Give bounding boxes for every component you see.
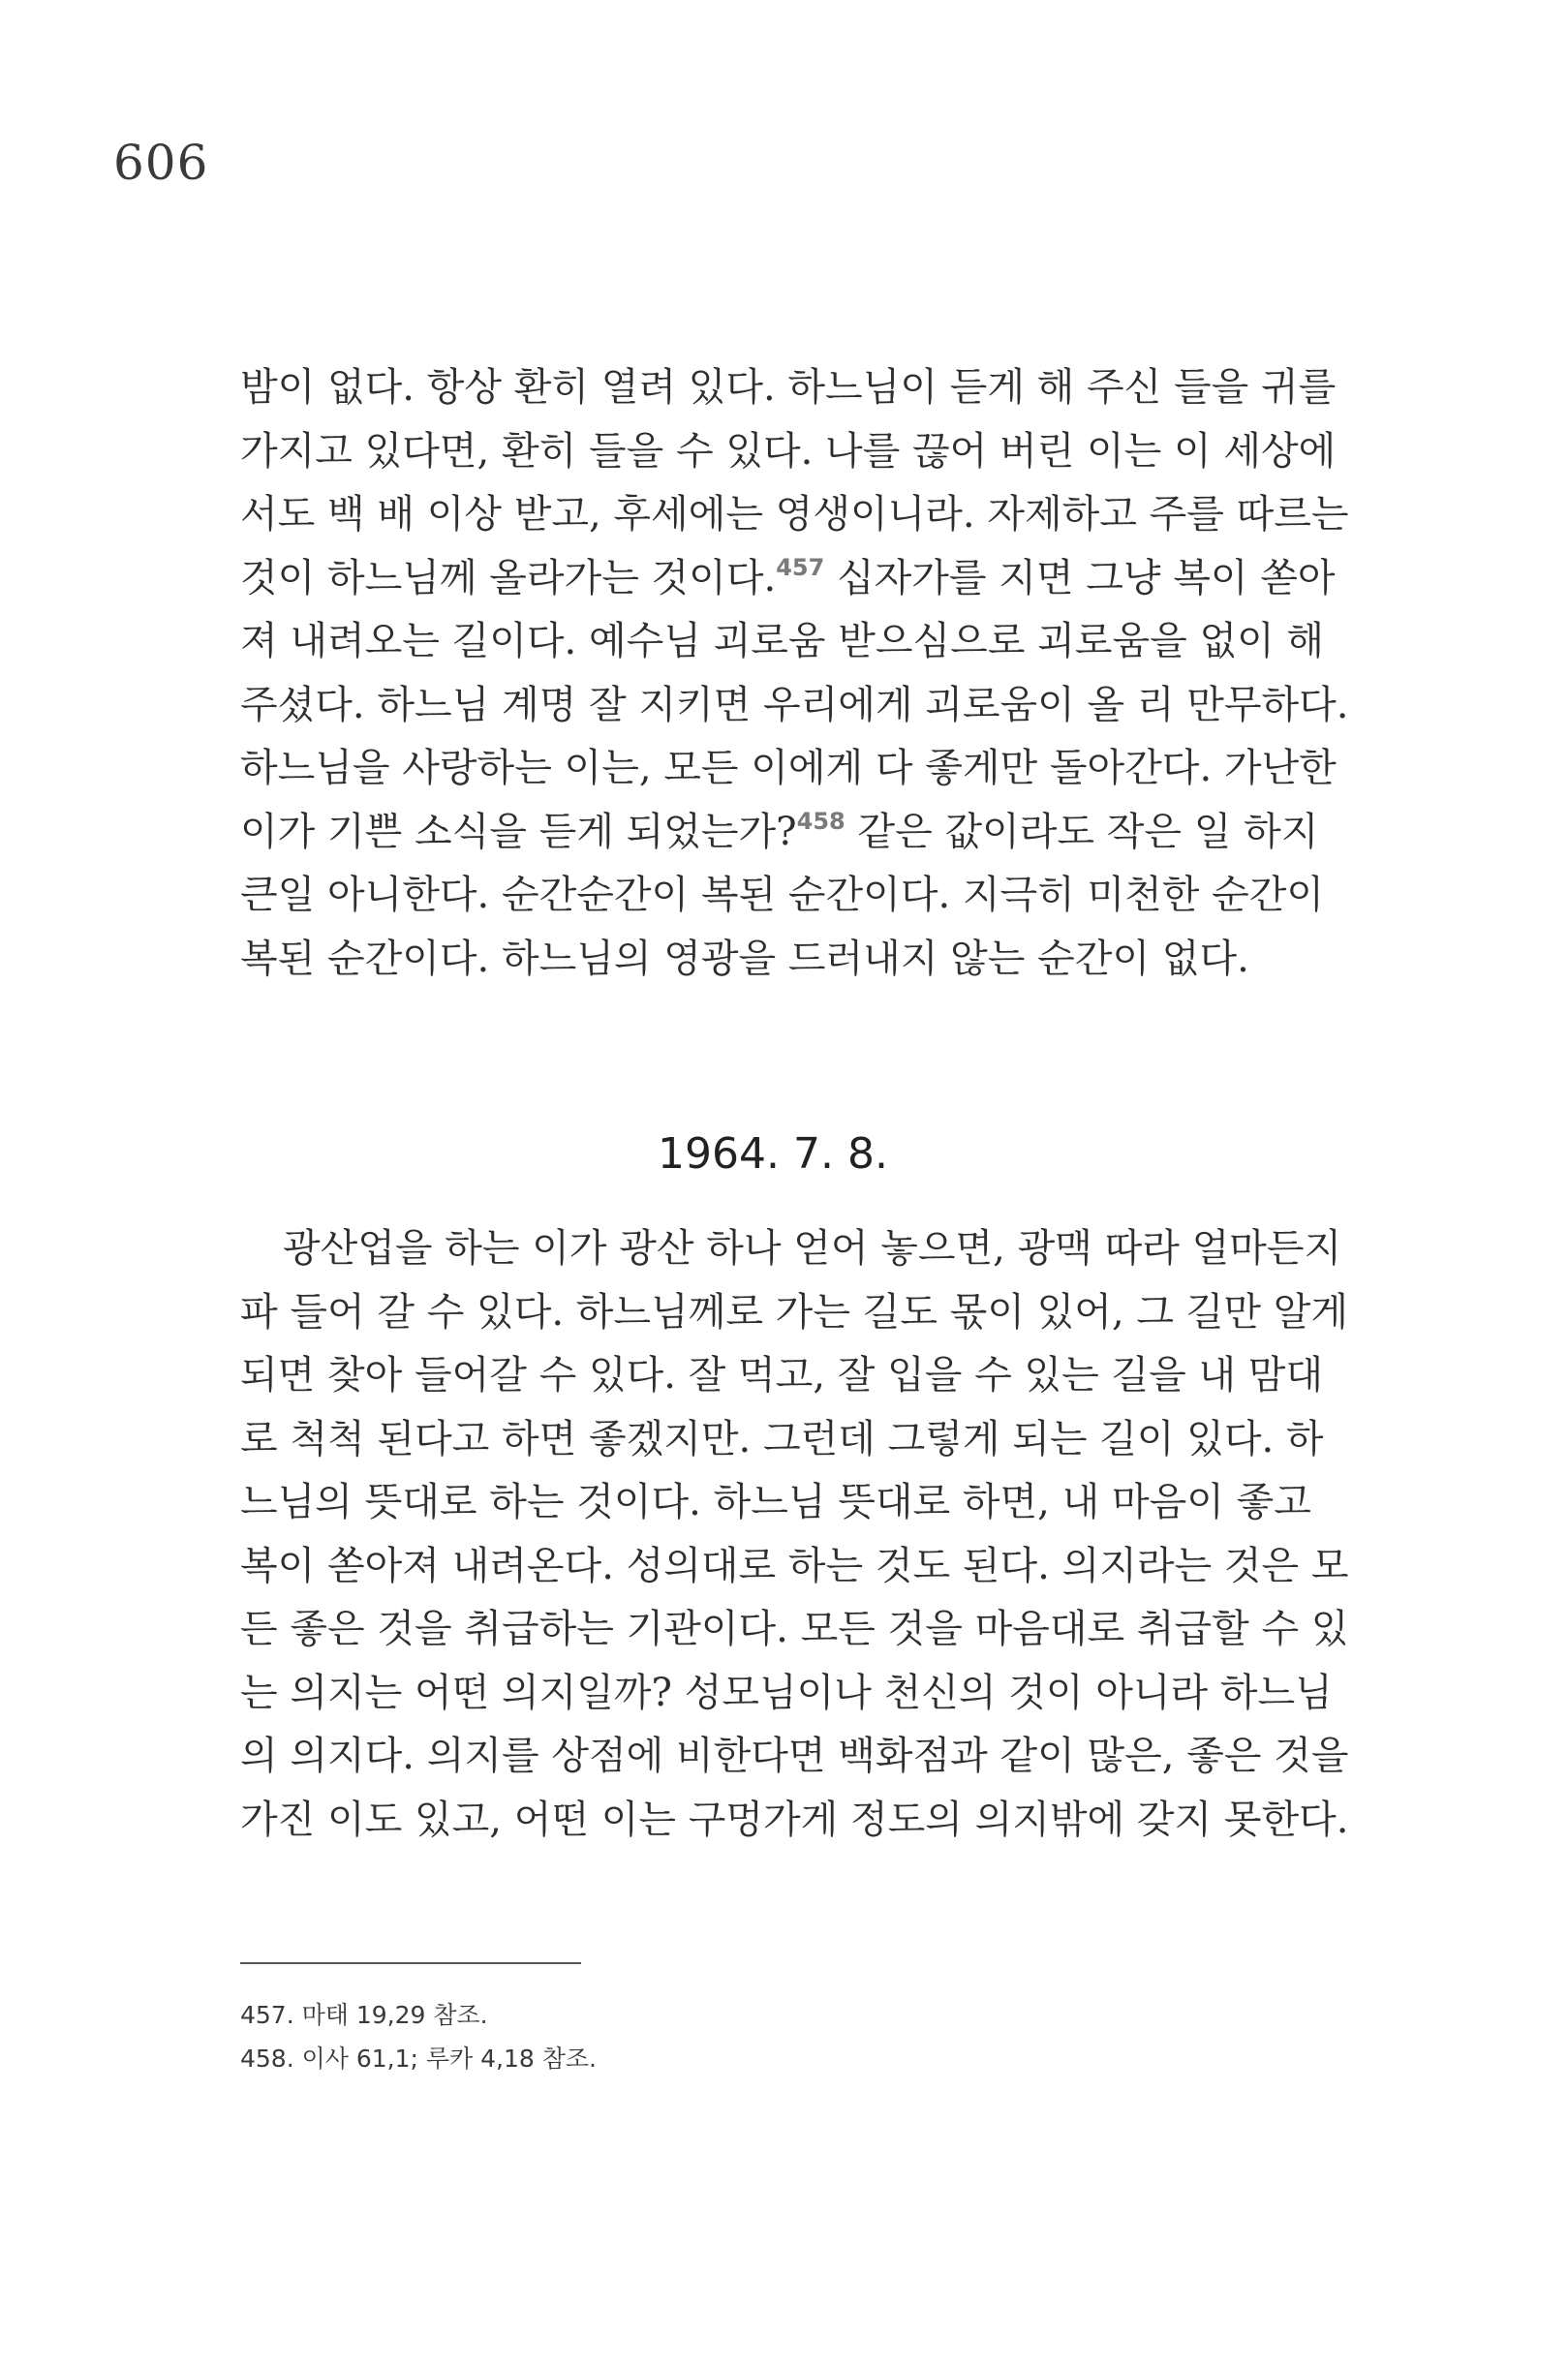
text-line: 서도 백 배 이상 받고, 후세에는 영생이니라. 자제하고 주를 따르는 xyxy=(240,492,1349,537)
text-line: 의 의지다. 의지를 상점에 비한다면 백화점과 같이 많은, 좋은 것을 xyxy=(240,1734,1349,1778)
text-line: 밤이 없다. 항상 환히 열려 있다. 하느님이 듣게 해 주신 들을 귀를 xyxy=(240,365,1337,410)
footnotes xyxy=(240,1993,597,2080)
text-line: 느님의 뜻대로 하는 것이다. 하느님 뜻대로 하면, 내 마음이 좋고 xyxy=(240,1480,1311,1524)
text-line: 는 의지는 어떤 의지일까? 성모님이나 천신의 것이 아니라 하느님 xyxy=(240,1670,1333,1715)
footnote-458: 458. 이사 61,1; 루카 4,18 참조. xyxy=(240,2045,597,2073)
text-line: 로 척척 된다고 하면 좋겠지만. 그런데 그렇게 되는 길이 있다. 하 xyxy=(240,1416,1324,1461)
text-line: 주셨다. 하느님 계명 잘 지키면 우리에게 괴로움이 올 리 만무하다. xyxy=(240,682,1349,727)
paragraph-1 xyxy=(240,356,1349,991)
text-line: 복이 쏟아져 내려온다. 성의대로 하는 것도 된다. 의지라는 것은 모 xyxy=(240,1543,1349,1588)
date-heading: 1964. 7. 8. xyxy=(658,1129,888,1179)
text-line: 복된 순간이다. 하느님의 영광을 드러내지 않는 순간이 없다. xyxy=(240,936,1249,981)
footnote-ref-457[interactable]: 457 xyxy=(776,553,825,581)
text-segment: 같은 값이라도 작은 일 하지 xyxy=(845,809,1319,854)
text-line-with-footnote xyxy=(240,547,1336,611)
text-line: 하느님을 사랑하는 이는, 모든 이에게 다 좋게만 돌아간다. 가난한 xyxy=(240,746,1337,790)
text-line: 되면 찾아 들어갈 수 있다. 잘 먹고, 잘 입을 수 있는 길을 내 맘대 xyxy=(240,1353,1324,1398)
text-segment: 이가 기쁜 소식을 듣게 되었는가? xyxy=(240,809,797,854)
paragraph-2 xyxy=(240,1217,1349,1852)
text-line-with-footnote xyxy=(240,801,1319,865)
text-line: 파 들어 갈 수 있다. 하느님께로 가는 길도 몫이 있어, 그 길만 알게 xyxy=(240,1289,1349,1335)
text-line: 가지고 있다면, 환히 들을 수 있다. 나를 끊어 버린 이는 이 세상에 xyxy=(240,428,1337,474)
text-line: 큰일 아니한다. 순간순간이 복된 순간이다. 지극히 미천한 순간이 xyxy=(240,873,1325,917)
text-line: 가진 이도 있고, 어떤 이는 구멍가게 정도의 의지밖에 갖지 못한다. xyxy=(240,1797,1349,1842)
footnote-ref-458[interactable]: 458 xyxy=(796,807,845,835)
text-segment: 십자가를 지면 그냥 복이 쏟아 xyxy=(824,555,1336,600)
footnote-457: 457. 마태 19,29 참조. xyxy=(240,2001,488,2029)
footnote-divider xyxy=(240,1962,581,1964)
text-segment: 것이 하느님께 올라가는 것이다. xyxy=(240,555,777,600)
text-line: 져 내려오는 길이다. 예수님 괴로움 받으심으로 괴로움을 없이 해 xyxy=(240,619,1325,663)
page-number: 606 xyxy=(113,135,209,191)
text-line: 광산업을 하는 이가 광산 하나 얻어 놓으면, 광맥 따라 얼마든지 xyxy=(283,1226,1342,1271)
text-line: 든 좋은 것을 취급하는 기관이다. 모든 것을 마음대로 취급할 수 있 xyxy=(240,1607,1349,1651)
